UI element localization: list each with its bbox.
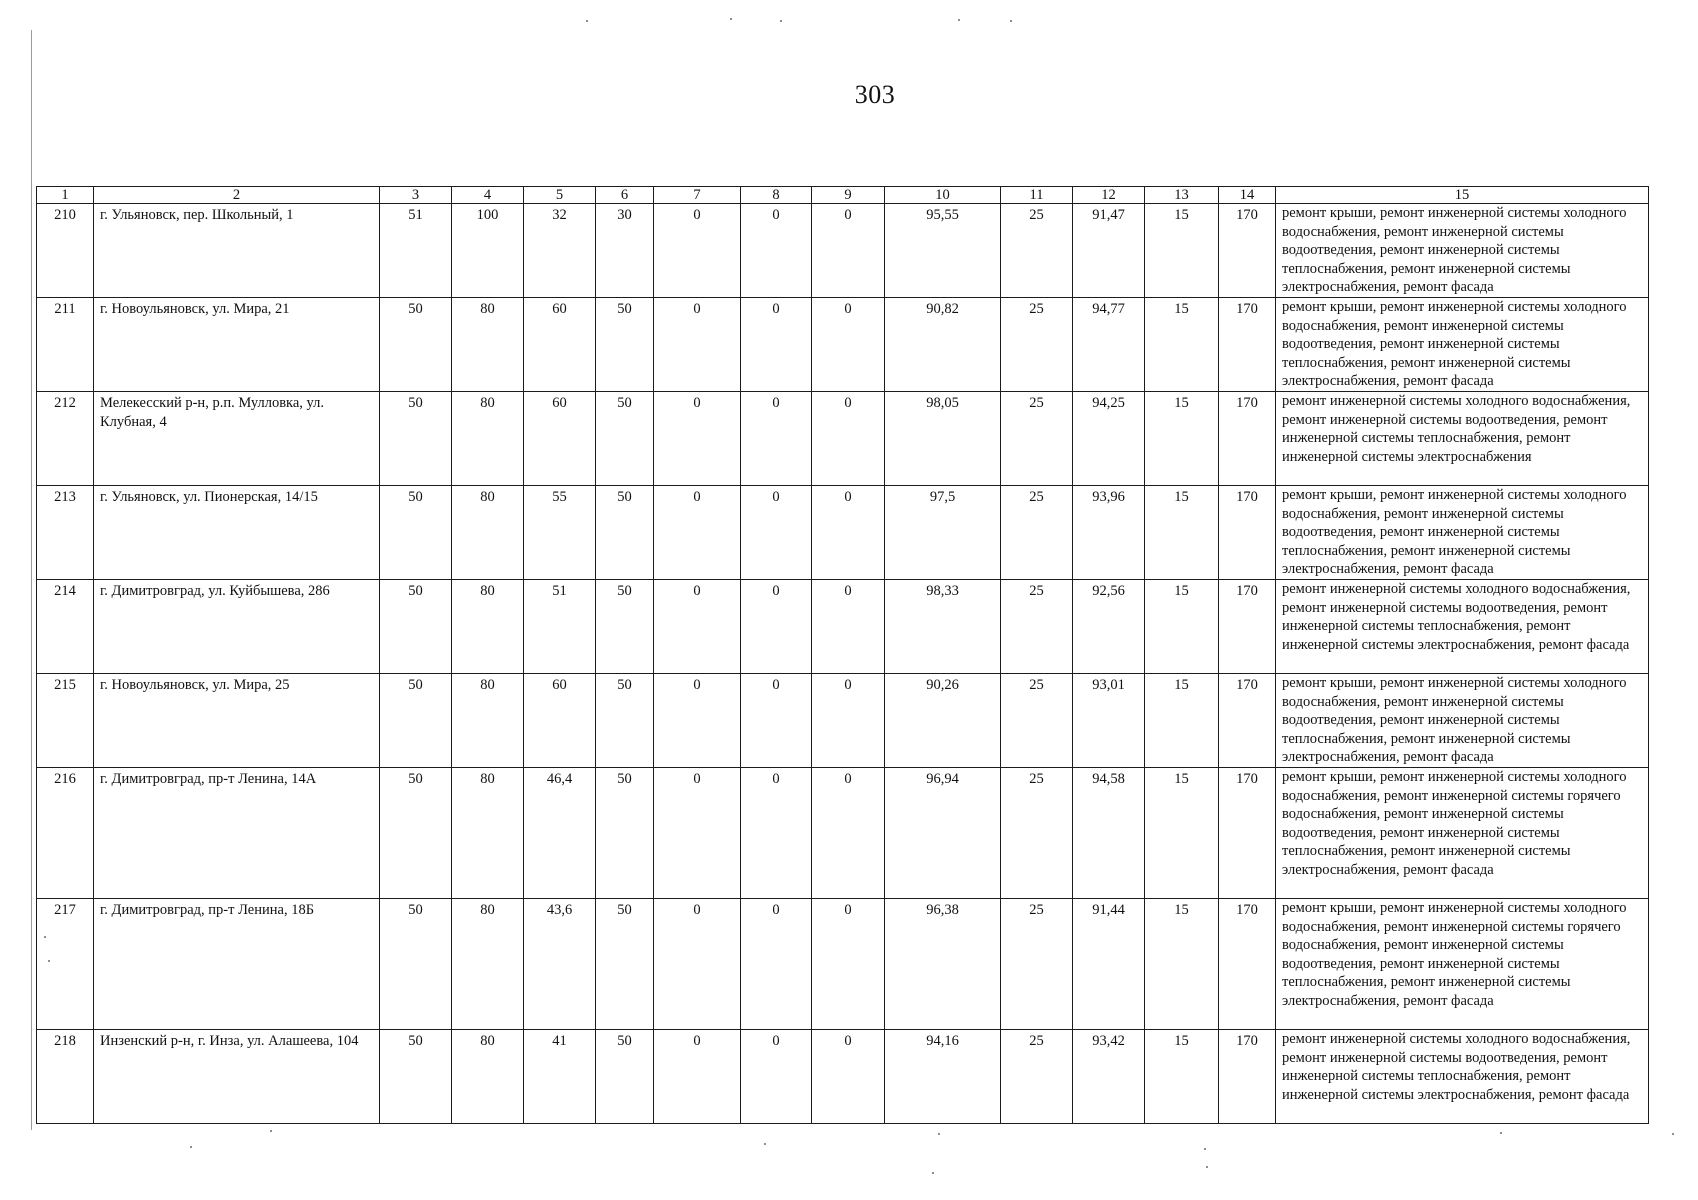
value-col-14: 170 (1219, 298, 1276, 392)
value-col-10: 95,55 (885, 204, 1001, 298)
repair-works-list: ремонт крыши, ремонт инженерной системы холодного водоснабжения, ремонт инженерной системы горячего водоснабжения, ремонт инженерной системы водоотведения, ремонт инженерной системы теплоснабжения, ремонт инженерной системы электроснабжения, ремонт фасада (1276, 768, 1649, 899)
value-col-10: 97,5 (885, 486, 1001, 580)
value-col-8: 0 (741, 899, 812, 1030)
value-col-13: 15 (1145, 1030, 1219, 1124)
value-col-13: 15 (1145, 204, 1219, 298)
value-col-7: 0 (654, 1030, 741, 1124)
column-header: 14 (1219, 187, 1276, 204)
value-col-10: 96,38 (885, 899, 1001, 1030)
value-col-9: 0 (812, 580, 885, 674)
value-col-8: 0 (741, 298, 812, 392)
building-address: г. Ульяновск, пер. Школьный, 1 (94, 204, 380, 298)
value-col-5: 60 (524, 674, 596, 768)
value-col-4: 80 (452, 899, 524, 1030)
column-header: 7 (654, 187, 741, 204)
value-col-12: 94,58 (1073, 768, 1145, 899)
repair-register-table (36, 186, 1649, 1124)
column-header: 15 (1276, 187, 1649, 204)
column-header: 2 (94, 187, 380, 204)
value-col-8: 0 (741, 580, 812, 674)
repair-works-list: ремонт инженерной системы холодного водоснабжения, ремонт инженерной системы водоотведения, ремонт инженерной системы теплоснабжения, ремонт инженерной системы электроснабжения (1276, 392, 1649, 486)
value-col-6: 50 (596, 768, 654, 899)
page-number: 303 (854, 80, 896, 109)
value-col-6: 30 (596, 204, 654, 298)
table-row (37, 768, 1649, 899)
repair-works-list: ремонт крыши, ремонт инженерной системы холодного водоснабжения, ремонт инженерной системы водоотведения, ремонт инженерной системы теплоснабжения, ремонт инженерной системы электроснабжения, ремонт фасада (1276, 486, 1649, 580)
value-col-9: 0 (812, 204, 885, 298)
value-col-8: 0 (741, 768, 812, 899)
row-number: 213 (37, 486, 94, 580)
value-col-7: 0 (654, 392, 741, 486)
value-col-4: 80 (452, 580, 524, 674)
column-header: 6 (596, 187, 654, 204)
repair-works-list: ремонт инженерной системы холодного водоснабжения, ремонт инженерной системы водоотведения, ремонт инженерной системы теплоснабжения, ремонт инженерной системы электроснабжения, ремонт фасада (1276, 1030, 1649, 1124)
value-col-11: 25 (1001, 1030, 1073, 1124)
value-col-3: 50 (380, 1030, 452, 1124)
building-address: г. Димитровград, пр-т Ленина, 14А (94, 768, 380, 899)
value-col-7: 0 (654, 580, 741, 674)
value-col-8: 0 (741, 1030, 812, 1124)
building-address: г. Димитровград, пр-т Ленина, 18Б (94, 899, 380, 1030)
value-col-5: 41 (524, 1030, 596, 1124)
value-col-4: 80 (452, 674, 524, 768)
column-number-header-row (37, 187, 1649, 204)
value-col-3: 50 (380, 392, 452, 486)
repair-works-list: ремонт инженерной системы холодного водоснабжения, ремонт инженерной системы водоотведения, ремонт инженерной системы теплоснабжения, ремонт инженерной системы электроснабжения, ремонт фасада (1276, 580, 1649, 674)
value-col-6: 50 (596, 486, 654, 580)
table-row (37, 580, 1649, 674)
value-col-9: 0 (812, 1030, 885, 1124)
value-col-7: 0 (654, 204, 741, 298)
value-col-11: 25 (1001, 392, 1073, 486)
value-col-7: 0 (654, 298, 741, 392)
value-col-14: 170 (1219, 204, 1276, 298)
row-number: 216 (37, 768, 94, 899)
table-row (37, 204, 1649, 298)
row-number: 212 (37, 392, 94, 486)
value-col-12: 91,44 (1073, 899, 1145, 1030)
table-row (37, 298, 1649, 392)
building-address: г. Новоульяновск, ул. Мира, 21 (94, 298, 380, 392)
value-col-12: 92,56 (1073, 580, 1145, 674)
value-col-14: 170 (1219, 899, 1276, 1030)
scan-speck (780, 20, 782, 22)
repair-works-list: ремонт крыши, ремонт инженерной системы холодного водоснабжения, ремонт инженерной системы горячего водоснабжения, ремонт инженерной системы водоотведения, ремонт инженерной системы теплоснабжения, ремонт инженерной системы электроснабжения, ремонт фасада (1276, 899, 1649, 1030)
row-number: 211 (37, 298, 94, 392)
column-header: 11 (1001, 187, 1073, 204)
value-col-6: 50 (596, 1030, 654, 1124)
value-col-13: 15 (1145, 580, 1219, 674)
value-col-3: 50 (380, 674, 452, 768)
value-col-4: 80 (452, 298, 524, 392)
value-col-12: 94,25 (1073, 392, 1145, 486)
row-number: 218 (37, 1030, 94, 1124)
value-col-4: 80 (452, 1030, 524, 1124)
value-col-4: 100 (452, 204, 524, 298)
value-col-5: 46,4 (524, 768, 596, 899)
value-col-5: 51 (524, 580, 596, 674)
value-col-9: 0 (812, 899, 885, 1030)
value-col-5: 60 (524, 392, 596, 486)
value-col-11: 25 (1001, 204, 1073, 298)
value-col-13: 15 (1145, 899, 1219, 1030)
value-col-10: 90,82 (885, 298, 1001, 392)
value-col-10: 98,05 (885, 392, 1001, 486)
value-col-4: 80 (452, 486, 524, 580)
value-col-5: 43,6 (524, 899, 596, 1030)
repair-works-list: ремонт крыши, ремонт инженерной системы холодного водоснабжения, ремонт инженерной системы водоотведения, ремонт инженерной системы теплоснабжения, ремонт инженерной системы электроснабжения, ремонт фасада (1276, 204, 1649, 298)
value-col-4: 80 (452, 768, 524, 899)
value-col-13: 15 (1145, 486, 1219, 580)
scan-speck (1500, 1132, 1502, 1134)
value-col-10: 90,26 (885, 674, 1001, 768)
value-col-6: 50 (596, 298, 654, 392)
value-col-12: 91,47 (1073, 204, 1145, 298)
value-col-13: 15 (1145, 298, 1219, 392)
table-row (37, 392, 1649, 486)
column-header: 4 (452, 187, 524, 204)
value-col-7: 0 (654, 899, 741, 1030)
value-col-7: 0 (654, 768, 741, 899)
value-col-9: 0 (812, 298, 885, 392)
building-address: г. Димитровград, ул. Куйбышева, 286 (94, 580, 380, 674)
column-header: 3 (380, 187, 452, 204)
value-col-14: 170 (1219, 674, 1276, 768)
value-col-12: 94,77 (1073, 298, 1145, 392)
value-col-6: 50 (596, 392, 654, 486)
value-col-4: 80 (452, 392, 524, 486)
value-col-11: 25 (1001, 674, 1073, 768)
building-address: г. Новоульяновск, ул. Мира, 25 (94, 674, 380, 768)
value-col-11: 25 (1001, 298, 1073, 392)
value-col-13: 15 (1145, 768, 1219, 899)
value-col-9: 0 (812, 674, 885, 768)
value-col-6: 50 (596, 580, 654, 674)
value-col-11: 25 (1001, 899, 1073, 1030)
scan-speck (586, 20, 588, 22)
value-col-9: 0 (812, 392, 885, 486)
column-header: 12 (1073, 187, 1145, 204)
table-row (37, 1030, 1649, 1124)
value-col-14: 170 (1219, 1030, 1276, 1124)
value-col-3: 50 (380, 580, 452, 674)
building-address: Мелекесский р-н, р.п. Мулловка, ул. Клубная, 4 (94, 392, 380, 486)
value-col-11: 25 (1001, 768, 1073, 899)
value-col-10: 94,16 (885, 1030, 1001, 1124)
scan-speck (48, 960, 50, 962)
value-col-13: 15 (1145, 674, 1219, 768)
scan-speck (764, 1143, 766, 1145)
row-number: 217 (37, 899, 94, 1030)
value-col-12: 93,96 (1073, 486, 1145, 580)
column-header: 10 (885, 187, 1001, 204)
column-header: 13 (1145, 187, 1219, 204)
value-col-3: 51 (380, 204, 452, 298)
value-col-12: 93,42 (1073, 1030, 1145, 1124)
value-col-11: 25 (1001, 580, 1073, 674)
row-number: 214 (37, 580, 94, 674)
value-col-5: 60 (524, 298, 596, 392)
value-col-6: 50 (596, 674, 654, 768)
value-col-3: 50 (380, 486, 452, 580)
column-header: 9 (812, 187, 885, 204)
building-address: Инзенский р-н, г. Инза, ул. Алашеева, 104 (94, 1030, 380, 1124)
scan-speck (1206, 1166, 1208, 1168)
scan-speck (958, 19, 960, 21)
table-row (37, 899, 1649, 1030)
value-col-3: 50 (380, 899, 452, 1030)
scan-speck (1010, 20, 1012, 22)
value-col-8: 0 (741, 486, 812, 580)
row-number: 215 (37, 674, 94, 768)
value-col-10: 96,94 (885, 768, 1001, 899)
value-col-7: 0 (654, 486, 741, 580)
scan-speck (190, 1146, 192, 1148)
building-address: г. Ульяновск, ул. Пионерская, 14/15 (94, 486, 380, 580)
value-col-8: 0 (741, 204, 812, 298)
value-col-8: 0 (741, 392, 812, 486)
value-col-8: 0 (741, 674, 812, 768)
table-row (37, 674, 1649, 768)
scan-speck (1204, 1148, 1206, 1150)
row-number: 210 (37, 204, 94, 298)
column-header: 1 (37, 187, 94, 204)
value-col-14: 170 (1219, 580, 1276, 674)
value-col-5: 55 (524, 486, 596, 580)
scan-speck (1672, 1133, 1674, 1135)
scan-speck (932, 1172, 934, 1174)
value-col-13: 15 (1145, 392, 1219, 486)
scan-speck (730, 18, 732, 20)
scan-speck (270, 1130, 272, 1132)
table-row (37, 486, 1649, 580)
value-col-14: 170 (1219, 768, 1276, 899)
scan-speck (44, 936, 46, 938)
value-col-7: 0 (654, 674, 741, 768)
value-col-3: 50 (380, 768, 452, 899)
value-col-12: 93,01 (1073, 674, 1145, 768)
column-header: 5 (524, 187, 596, 204)
column-header: 8 (741, 187, 812, 204)
scan-left-edge-line (31, 30, 32, 1130)
repair-works-list: ремонт крыши, ремонт инженерной системы холодного водоснабжения, ремонт инженерной системы водоотведения, ремонт инженерной системы теплоснабжения, ремонт инженерной системы электроснабжения, ремонт фасада (1276, 298, 1649, 392)
value-col-5: 32 (524, 204, 596, 298)
value-col-10: 98,33 (885, 580, 1001, 674)
value-col-9: 0 (812, 768, 885, 899)
value-col-9: 0 (812, 486, 885, 580)
value-col-14: 170 (1219, 486, 1276, 580)
value-col-11: 25 (1001, 486, 1073, 580)
value-col-6: 50 (596, 899, 654, 1030)
scan-speck (938, 1133, 940, 1135)
value-col-14: 170 (1219, 392, 1276, 486)
value-col-3: 50 (380, 298, 452, 392)
repair-works-list: ремонт крыши, ремонт инженерной системы холодного водоснабжения, ремонт инженерной системы водоотведения, ремонт инженерной системы теплоснабжения, ремонт инженерной системы электроснабжения, ремонт фасада (1276, 674, 1649, 768)
